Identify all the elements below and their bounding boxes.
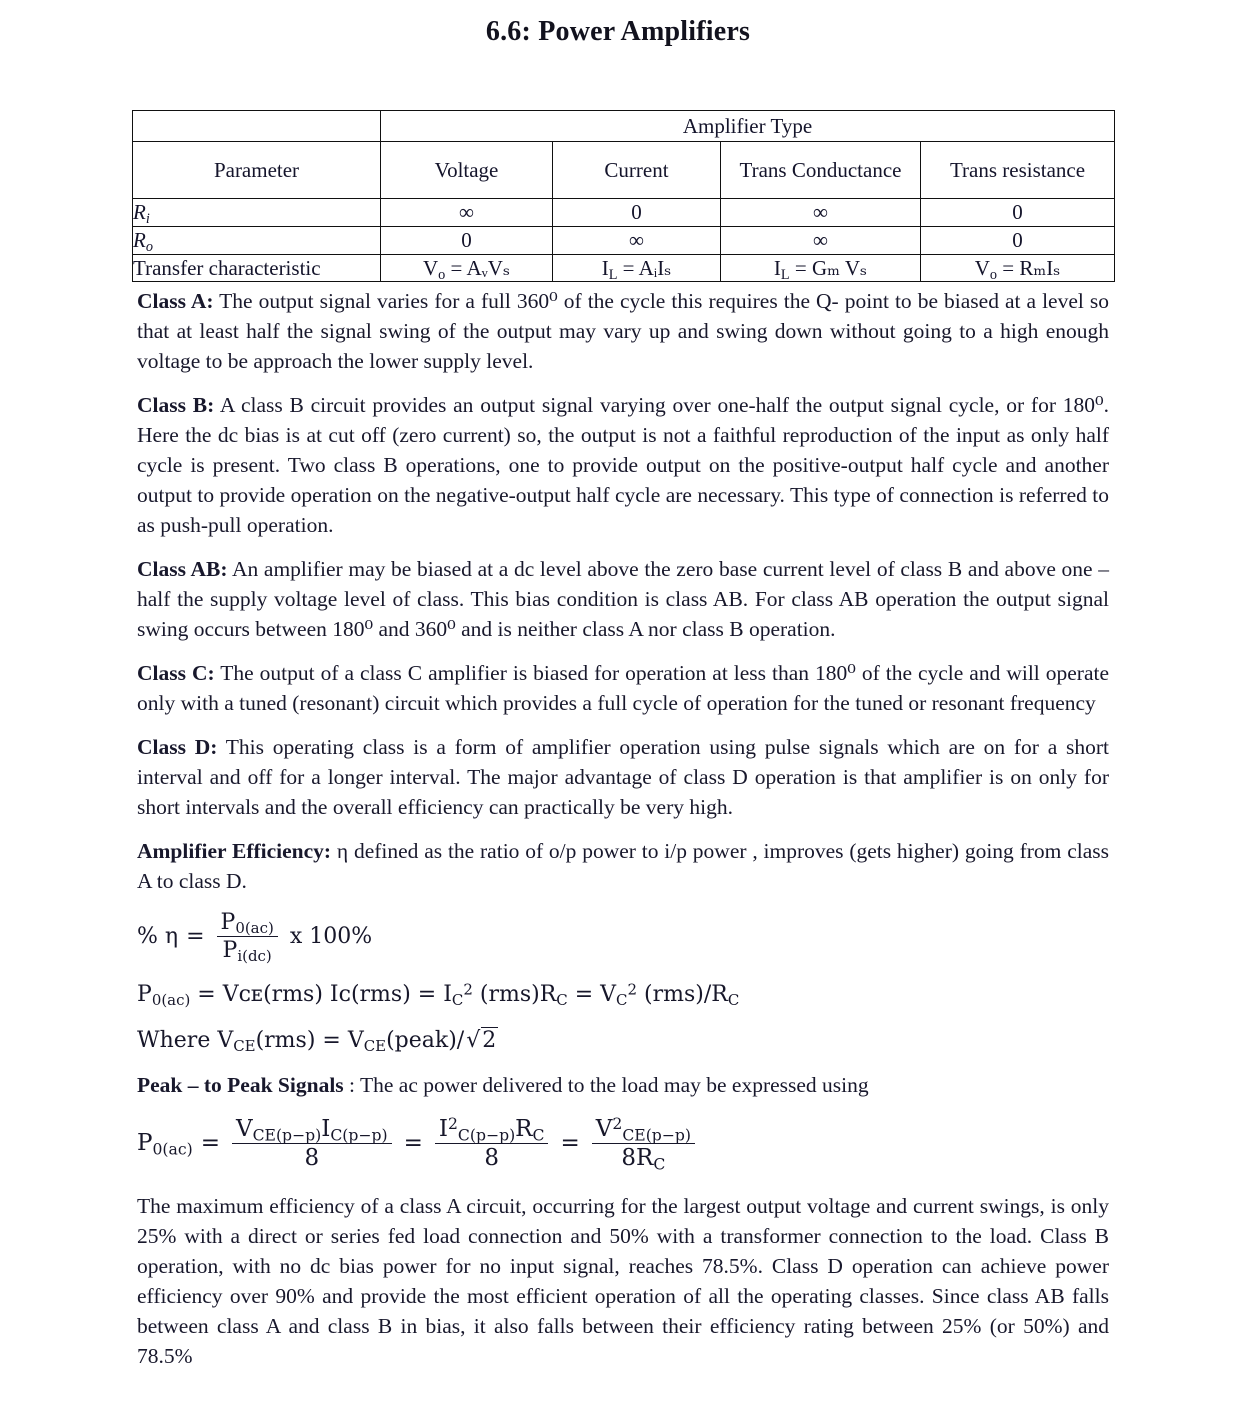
- p2p-f2-num-a-sub: C(p−p): [457, 1124, 516, 1144]
- eff-numerator: [217, 910, 278, 937]
- class-a-lead: Class A:: [137, 289, 214, 313]
- p2p-f1-num-a: V: [235, 1115, 253, 1142]
- eff-lhs: % η: [137, 923, 179, 949]
- p2p-f1-num-b-sub: C(p−p): [330, 1124, 388, 1144]
- efficiency-text: η defined as the ratio of o/p power to i/p power , improves (gets higher) going from class A to class D.: [137, 839, 1109, 893]
- p2p-fraction-2: [435, 1113, 549, 1172]
- tc-lhs: I: [601, 256, 609, 280]
- poac-expr3-base: V: [600, 981, 617, 1007]
- table-header-parameter: Parameter: [133, 142, 381, 199]
- cell-transfer-voltage: [381, 255, 553, 282]
- class-c-text: The output of a class C amplifier is biased for operation at less than 180⁰ of the cycle and will operate only with a tuned (resonant) circuit which provides a full cycle of operation for the tuned or resonant frequency: [137, 661, 1110, 715]
- document-body: [137, 286, 1109, 1371]
- poac-expr2-tail: (rms)R: [472, 981, 557, 1007]
- amplifier-type-table: [132, 110, 1115, 282]
- cell-transfer-trans-resistance: [921, 255, 1115, 282]
- class-ab-text: An amplifier may be biased at a dc level above the zero base current level of class B and above one – half the supply voltage level of class. This bias condition is class AB. For class AB operation the output signal swing occurs between 180⁰ and 360⁰ and is neither class A nor class B operation.: [137, 557, 1110, 641]
- table-corner-cell: [133, 111, 381, 142]
- tv-lhs-sub: o: [438, 266, 446, 283]
- cell-ri-current: 0: [553, 199, 721, 227]
- poac-lhs-sub: 0(ac): [151, 990, 191, 1009]
- poac-expr3-sup: 2: [627, 979, 638, 998]
- poac-expr2-sub: C: [451, 990, 464, 1009]
- eff-tail: x 100%: [289, 923, 373, 949]
- p2p-fraction-1: [232, 1116, 392, 1172]
- page-title: 6.6: Power Amplifiers: [485, 16, 751, 47]
- poac-expr3-sub: C: [616, 990, 628, 1009]
- table-row: [133, 199, 1115, 227]
- eff-eq: =: [186, 923, 205, 949]
- peak-heading-text: : The ac power delivered to the load may be expressed using: [343, 1072, 869, 1097]
- table-header-voltage: Voltage: [381, 142, 553, 199]
- p2p-f2-num-a-sup: 2: [447, 1113, 458, 1133]
- paragraph-conclusion: The maximum efficiency of a class A circuit, occurring for the largest output voltage and current swings, is only 25% with a direct or series fed load connection and 50% with a transformer connection to the load. Class B operation, with no dc bias power for no input signal, reaches 78.5%. Class D operation can achieve power efficiency over 90% and provide the most efficient operation of all the operating classes. Since class AB falls between class A and class B in bias, it also falls between their efficiency rating between 25% (or 50%) and 78.5%: [137, 1194, 1109, 1369]
- p2p-fraction-3: [592, 1113, 695, 1174]
- tg-rhs: Gₘ Vₛ: [811, 256, 868, 280]
- cell-ro-trans-resistance: 0: [921, 227, 1115, 255]
- tv-rhs: AᵥVₛ: [466, 256, 511, 280]
- where-mid-sub: CE: [363, 1036, 387, 1055]
- poac-expr3-tail-sub: C: [727, 990, 740, 1009]
- p2p-lhs-sub: 0(ac): [152, 1138, 193, 1158]
- class-b-lead: Class B:: [137, 393, 215, 417]
- class-ab-lead: Class AB:: [137, 557, 228, 581]
- row-label-ro: [133, 227, 381, 255]
- eff-den-sub: i(dc): [237, 947, 272, 966]
- class-d-lead: Class D:: [137, 735, 218, 759]
- p2p-f3-den-base: 8R: [621, 1145, 654, 1172]
- tg-eq: =: [794, 256, 807, 280]
- eff-num-sub: 0(ac): [235, 919, 274, 938]
- tc-lhs-sub: L: [608, 266, 618, 283]
- cell-ro-trans-conductance: ∞: [721, 227, 921, 255]
- poac-expr1: Vᴄᴇ(rms) Iᴄ(rms): [222, 981, 411, 1007]
- tv-eq: =: [450, 256, 463, 280]
- poac-expr2-tail-sub: C: [556, 990, 568, 1009]
- paragraph-class-c: [137, 658, 1109, 718]
- paragraph-class-a: [137, 286, 1109, 376]
- tc-eq: =: [622, 256, 635, 280]
- poac-expr2-sup: 2: [463, 979, 473, 998]
- class-a-text: The output signal varies for a full 360⁰ of the cycle this requires the Q- point to be biased at a level so that at least half the signal swing of the output may vary up and swing down without going to a high enough voltage to be approach the lower supply level.: [137, 289, 1109, 373]
- p2p-f2-num-a: I: [438, 1115, 448, 1142]
- where-mid: (rms) = V: [255, 1027, 364, 1053]
- p2p-f1-den: 8: [304, 1145, 320, 1172]
- cell-transfer-current: [553, 255, 721, 282]
- class-b-text: A class B circuit provides an output signal varying over one-half the output signal cycle, or for 180⁰. Here the dc bias is at cut off (zero current) so, the output is not a faithful reproduction of the input as only half cycle is present. Two class B operations, one to provide output on the positive-output half cycle and another output to provide operation on the negative-output half cycle are necessary. This type of connection is referred to as push-pull operation.: [137, 393, 1110, 537]
- table-header-current: Current: [553, 142, 721, 199]
- p2p-f3-num-base: V: [595, 1115, 613, 1142]
- radical-sign: √: [466, 1027, 481, 1053]
- eff-num-base: P: [220, 910, 236, 935]
- p2p-f1-num-a-sub: CE(p−p): [252, 1124, 322, 1144]
- p2p-f1-num-b: I: [321, 1115, 331, 1142]
- radicand: 2: [482, 1027, 497, 1053]
- cell-transfer-trans-conductance: [721, 255, 921, 282]
- poac-expr2-base: I: [443, 981, 452, 1007]
- cell-ri-trans-resistance: 0: [921, 199, 1115, 227]
- equation-po-ac: $P_{0(ac)}$ = Vᴄᴇ(rms) Iᴄ(rms) = $I_C^2$ $(rms)R_C = V_C^2$ $(rms)/R_C$: [137, 979, 740, 1009]
- p2p-f2-num-b-sub: C: [532, 1124, 545, 1144]
- p2p-eq3: =: [560, 1129, 580, 1156]
- equation-peak-to-peak-power: [137, 1113, 1109, 1174]
- p2p-lhs-base: P: [137, 1129, 153, 1156]
- cell-ri-voltage: ∞: [381, 199, 553, 227]
- row-label-ro-sub: o: [145, 238, 153, 255]
- row-label-ri-base: R: [133, 200, 146, 224]
- where-prefix: Where V: [137, 1027, 234, 1053]
- row-label-ri: [133, 199, 381, 227]
- tv-lhs: V: [422, 256, 439, 280]
- p2p-eq1: =: [200, 1129, 220, 1156]
- tr-lhs: V: [974, 256, 990, 280]
- paragraph-class-d: [137, 732, 1109, 822]
- table-row: [133, 227, 1115, 255]
- poac-lhs-base: P: [137, 981, 152, 1007]
- table-group-header-amplifier-type: Amplifier Type: [381, 111, 1115, 142]
- eff-den-base: P: [222, 938, 238, 964]
- sqrt-icon: [464, 1026, 498, 1056]
- p2p-f1-num: [232, 1116, 392, 1144]
- cell-ri-trans-conductance: ∞: [721, 199, 921, 227]
- where-prefix-sub: CE: [233, 1036, 256, 1055]
- table-group-header-row: [133, 111, 1115, 142]
- peak-heading-lead: Peak – to Peak Signals: [137, 1072, 344, 1097]
- row-label-transfer-characteristic: Transfer characteristic: [133, 255, 381, 282]
- row-label-ri-sub: i: [145, 210, 150, 227]
- eff-denominator: [217, 937, 278, 966]
- equation-where-vce-rms: [137, 1026, 1109, 1056]
- p2p-f3-num-sup: 2: [612, 1113, 623, 1133]
- amplifier-type-table-wrapper: [132, 110, 1114, 282]
- table-header-row: [133, 142, 1115, 199]
- poac-expr3-tail: (rms)/R: [637, 981, 728, 1007]
- tc-rhs: AᵢIₛ: [638, 256, 672, 280]
- paragraph-class-ab: [137, 554, 1109, 644]
- tg-lhs-sub: L: [780, 266, 790, 283]
- p2p-f2-num-b: R: [515, 1115, 533, 1142]
- table-header-trans-conductance: Trans Conductance: [721, 142, 921, 199]
- class-d-text: This operating class is a form of amplifier operation using pulse signals which are on for a short interval and off for a longer interval. The major advantage of class D operation is that amplifier is on only for short intervals and the overall efficiency can practically be very high.: [137, 735, 1110, 819]
- tr-lhs-sub: o: [989, 266, 997, 283]
- paragraph-peak-to-peak: [137, 1070, 1109, 1100]
- p2p-f2-num: [435, 1113, 549, 1144]
- p2p-f2-den: 8: [484, 1145, 499, 1172]
- eff-fraction: [217, 910, 278, 964]
- where-suffix: (peak)/: [386, 1027, 465, 1053]
- p2p-f3-den-sub: C: [653, 1154, 666, 1174]
- tr-rhs: RₘIₛ: [1019, 256, 1061, 280]
- p2p-f3-num: [592, 1113, 695, 1144]
- paragraph-amplifier-efficiency: [137, 836, 1109, 896]
- tg-lhs: I: [773, 256, 781, 280]
- table-row-transfer-characteristic: [133, 255, 1115, 282]
- row-label-ro-base: R: [133, 228, 146, 252]
- class-c-lead: Class C:: [137, 661, 215, 685]
- p2p-eq2: =: [403, 1129, 423, 1156]
- p2p-f3-num-sub: CE(p−p): [622, 1124, 691, 1144]
- equation-efficiency-percent: [137, 910, 1109, 964]
- efficiency-lead: Amplifier Efficiency:: [137, 839, 332, 863]
- p2p-f3-den: [592, 1144, 695, 1174]
- paragraph-class-b: [137, 390, 1109, 540]
- cell-ro-current: ∞: [553, 227, 721, 255]
- cell-ro-voltage: 0: [381, 227, 553, 255]
- table-header-trans-resistance: Trans resistance: [921, 142, 1115, 199]
- tr-eq: =: [1002, 256, 1015, 280]
